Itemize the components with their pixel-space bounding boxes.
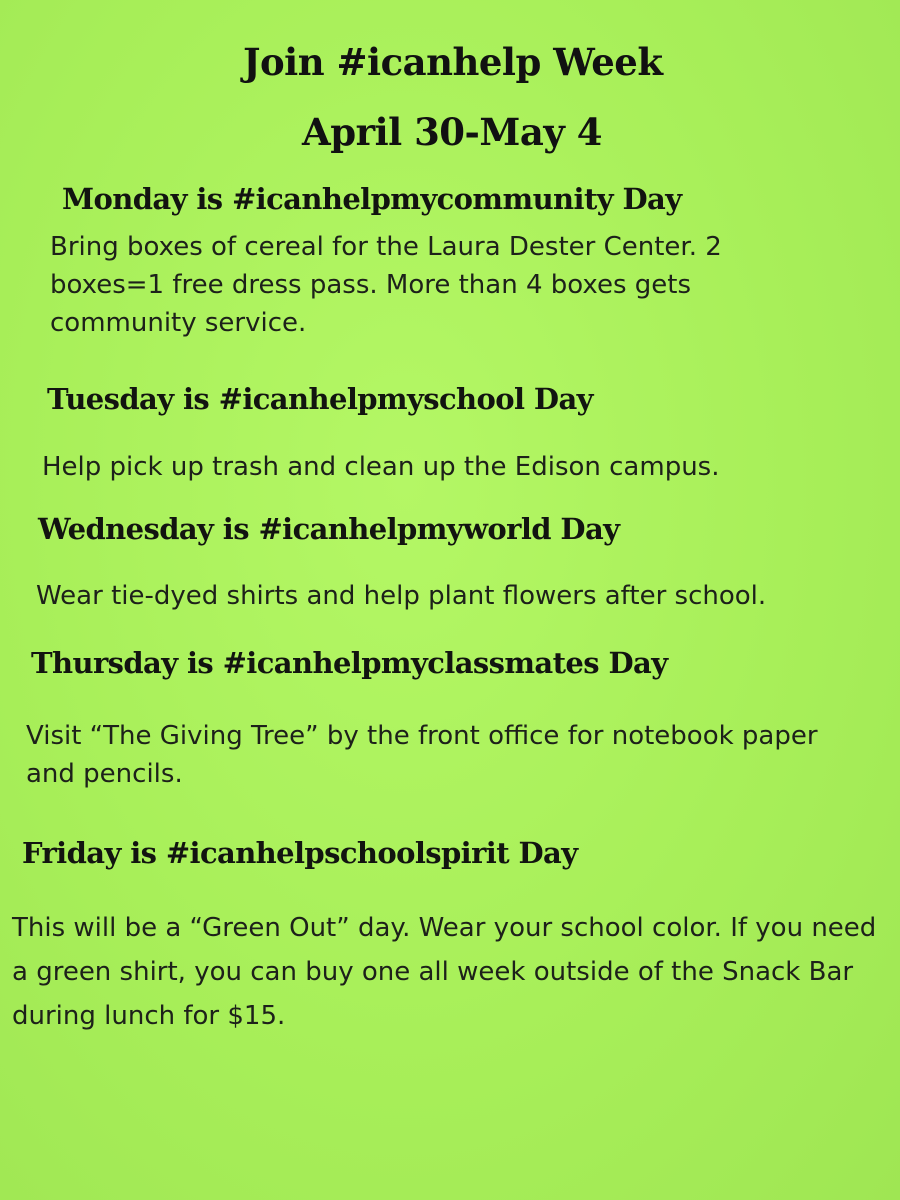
tuesday-description: Help pick up trash and clean up the Edison campus.: [42, 452, 720, 482]
friday-heading: Friday is #icanhelpschoolspirit Day: [22, 836, 578, 870]
wednesday-description: Wear tie-dyed shirts and help plant flowers after school.: [36, 581, 767, 611]
tuesday-heading: Tuesday is #icanhelpmyschool Day: [47, 382, 593, 416]
flyer-title: Join #icanhelp Week: [243, 40, 663, 84]
friday-description: This will be a “Green Out” day. Wear your school color. If you need a green shirt, you can buy one all week outside of the Snack Bar during lunch for $15.: [12, 913, 877, 1031]
thursday-description: Visit “The Giving Tree” by the front office for notebook paper and pencils.: [26, 721, 818, 789]
monday-heading: Monday is #icanhelpmycommunity Day: [62, 182, 682, 216]
flyer-dates: April 30-May 4: [302, 110, 602, 154]
monday-description: Bring boxes of cereal for the Laura Dester Center. 2 boxes=1 free dress pass. More than 4 boxes gets community service.: [50, 232, 722, 338]
thursday-heading: Thursday is #icanhelpmyclassmates Day: [31, 646, 668, 680]
wednesday-heading: Wednesday is #icanhelpmyworld Day: [38, 512, 620, 546]
